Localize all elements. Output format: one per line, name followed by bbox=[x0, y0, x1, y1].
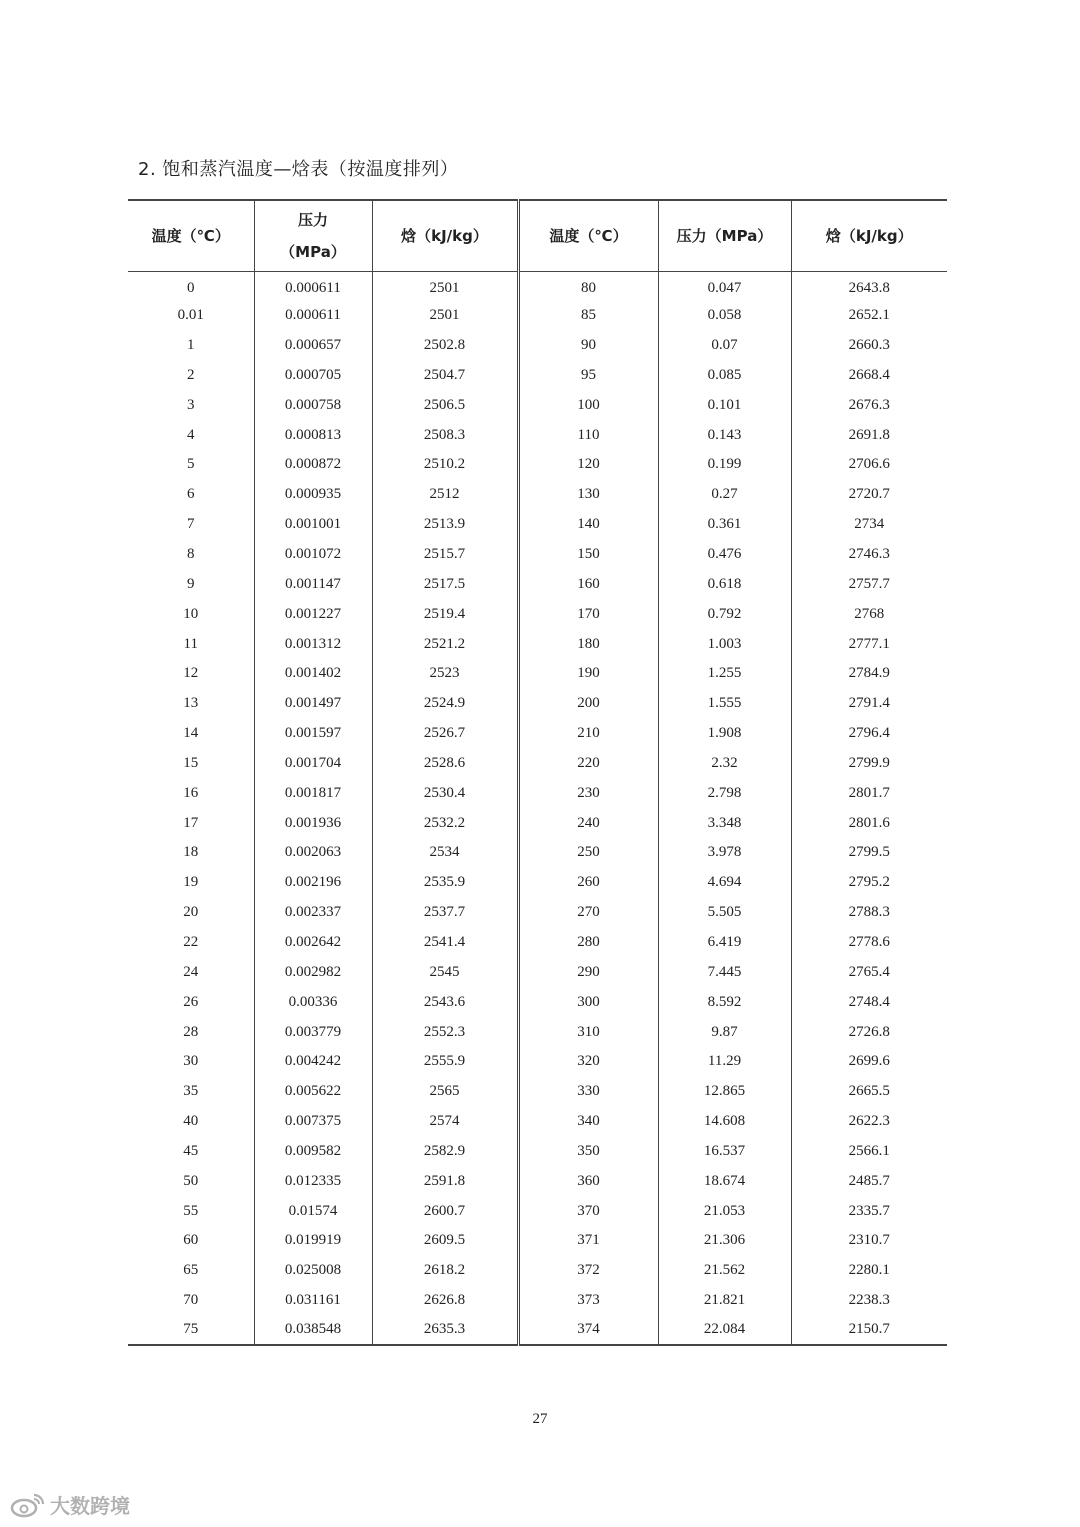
table-row bbox=[128, 450, 947, 480]
cell-enthalpy-2: 2622.3 bbox=[791, 1107, 947, 1137]
header-temperature-2: 温度（℃） bbox=[518, 200, 658, 271]
cell-temperature: 16 bbox=[183, 784, 199, 801]
cell-pressure-2: 0.143 bbox=[658, 420, 791, 450]
cell-enthalpy: 2512 bbox=[372, 480, 518, 510]
cell-enthalpy-2: 2485.7 bbox=[791, 1166, 947, 1196]
cell-temperature-2: 90 bbox=[518, 331, 658, 361]
cell-enthalpy-2: 2699.6 bbox=[791, 1047, 947, 1077]
cell-temperature: 7 bbox=[187, 516, 195, 533]
cell-enthalpy: 2600.7 bbox=[372, 1196, 518, 1226]
cell-pressure-2: 0.058 bbox=[658, 301, 791, 331]
cell-pressure: 0.01574 bbox=[254, 1196, 372, 1226]
cell-temperature: 17 bbox=[183, 814, 199, 831]
cell-pressure-2: 1.555 bbox=[658, 689, 791, 719]
header-temperature: 温度（℃） bbox=[128, 200, 254, 271]
cell-temperature: 30 bbox=[183, 1053, 199, 1070]
cell-enthalpy-2: 2668.4 bbox=[791, 361, 947, 391]
cell-pressure: 0.000611 bbox=[254, 301, 372, 331]
cell-temperature: 8 bbox=[187, 546, 195, 563]
cell-pressure-2: 0.07 bbox=[658, 331, 791, 361]
cell-enthalpy: 2501 bbox=[372, 271, 518, 301]
cell-pressure: 0.001704 bbox=[254, 749, 372, 779]
header-pressure-line2: （MPa） bbox=[280, 242, 346, 261]
cell-temperature: 55 bbox=[183, 1202, 199, 1219]
cell-enthalpy-2: 2566.1 bbox=[791, 1136, 947, 1166]
cell-enthalpy: 2618.2 bbox=[372, 1256, 518, 1286]
cell-pressure-2: 1.255 bbox=[658, 659, 791, 689]
cell-pressure: 0.000935 bbox=[254, 480, 372, 510]
cell-pressure: 0.001072 bbox=[254, 540, 372, 570]
cell-enthalpy: 2521.2 bbox=[372, 629, 518, 659]
cell-temperature-2: 110 bbox=[518, 420, 658, 450]
cell-enthalpy-2: 2748.4 bbox=[791, 987, 947, 1017]
table-row bbox=[128, 868, 947, 898]
cell-pressure: 0.001817 bbox=[254, 778, 372, 808]
cell-temperature: 2 bbox=[187, 366, 195, 383]
cell-enthalpy-2: 2777.1 bbox=[791, 629, 947, 659]
cell-enthalpy: 2565 bbox=[372, 1077, 518, 1107]
table-row bbox=[128, 1226, 947, 1256]
header-enthalpy-2: 焓（kJ/kg） bbox=[791, 200, 947, 271]
cell-pressure: 0.000705 bbox=[254, 361, 372, 391]
cell-pressure-2: 0.085 bbox=[658, 361, 791, 391]
cell-temperature-2: 240 bbox=[518, 808, 658, 838]
cell-enthalpy-2: 2643.8 bbox=[791, 271, 947, 301]
header-pressure-line1: 压力 bbox=[297, 210, 328, 229]
cell-pressure-2: 0.047 bbox=[658, 271, 791, 301]
cell-pressure: 0.00336 bbox=[254, 987, 372, 1017]
cell-pressure: 0.002642 bbox=[254, 928, 372, 958]
cell-enthalpy-2: 2768 bbox=[791, 599, 947, 629]
table-row bbox=[128, 1077, 947, 1107]
cell-pressure-2: 5.505 bbox=[658, 898, 791, 928]
cell-pressure-2: 18.674 bbox=[658, 1166, 791, 1196]
cell-temperature-2: 210 bbox=[518, 719, 658, 749]
cell-enthalpy-2: 2765.4 bbox=[791, 957, 947, 987]
cell-temperature: 0.01 bbox=[177, 307, 204, 324]
page-title: 2. 饱和蒸汽温度—焓表（按温度排列） bbox=[138, 159, 459, 180]
cell-temperature-2: 310 bbox=[518, 1017, 658, 1047]
cell-pressure: 0.012335 bbox=[254, 1166, 372, 1196]
cell-enthalpy: 2555.9 bbox=[372, 1047, 518, 1077]
cell-temperature-2: 100 bbox=[518, 390, 658, 420]
cell-enthalpy: 2515.7 bbox=[372, 540, 518, 570]
cell-enthalpy-2: 2238.3 bbox=[791, 1286, 947, 1316]
table-row bbox=[128, 1107, 947, 1137]
cell-pressure: 0.002337 bbox=[254, 898, 372, 928]
cell-temperature-2: 160 bbox=[518, 569, 658, 599]
table-row bbox=[128, 778, 947, 808]
table-row bbox=[128, 361, 947, 391]
cell-enthalpy: 2519.4 bbox=[372, 599, 518, 629]
cell-temperature: 19 bbox=[183, 874, 199, 891]
cell-enthalpy-2: 2310.7 bbox=[791, 1226, 947, 1256]
cell-pressure-2: 0.476 bbox=[658, 540, 791, 570]
steam-table-container bbox=[128, 199, 947, 1346]
cell-enthalpy-2: 2799.5 bbox=[791, 838, 947, 868]
cell-temperature-2: 250 bbox=[518, 838, 658, 868]
cell-temperature: 14 bbox=[183, 725, 199, 742]
cell-enthalpy-2: 2801.7 bbox=[791, 778, 947, 808]
cell-temperature: 10 bbox=[183, 605, 199, 622]
cell-enthalpy-2: 2796.4 bbox=[791, 719, 947, 749]
cell-temperature: 40 bbox=[183, 1113, 199, 1130]
cell-temperature-2: 170 bbox=[518, 599, 658, 629]
cell-pressure-2: 0.101 bbox=[658, 390, 791, 420]
cell-pressure: 0.000813 bbox=[254, 420, 372, 450]
cell-temperature-2: 350 bbox=[518, 1136, 658, 1166]
cell-temperature: 18 bbox=[183, 844, 199, 861]
cell-enthalpy: 2552.3 bbox=[372, 1017, 518, 1047]
cell-temperature-2: 200 bbox=[518, 689, 658, 719]
cell-pressure: 0.009582 bbox=[254, 1136, 372, 1166]
cell-pressure: 0.002063 bbox=[254, 838, 372, 868]
cell-pressure-2: 22.084 bbox=[658, 1316, 791, 1346]
cell-pressure-2: 21.306 bbox=[658, 1226, 791, 1256]
cell-temperature: 60 bbox=[183, 1232, 199, 1249]
cell-temperature: 50 bbox=[183, 1172, 199, 1189]
cell-temperature-2: 373 bbox=[518, 1286, 658, 1316]
cell-pressure: 0.000657 bbox=[254, 331, 372, 361]
cell-pressure: 0.001227 bbox=[254, 599, 372, 629]
cell-temperature-2: 150 bbox=[518, 540, 658, 570]
table-row bbox=[128, 659, 947, 689]
cell-pressure: 0.001936 bbox=[254, 808, 372, 838]
table-row bbox=[128, 390, 947, 420]
cell-enthalpy: 2635.3 bbox=[372, 1316, 518, 1346]
cell-enthalpy-2: 2335.7 bbox=[791, 1196, 947, 1226]
cell-pressure: 0.031161 bbox=[254, 1286, 372, 1316]
cell-pressure-2: 3.978 bbox=[658, 838, 791, 868]
table-row bbox=[128, 1166, 947, 1196]
cell-temperature-2: 140 bbox=[518, 510, 658, 540]
cell-enthalpy: 2504.7 bbox=[372, 361, 518, 391]
cell-pressure: 0.000758 bbox=[254, 390, 372, 420]
cell-temperature: 4 bbox=[187, 426, 195, 443]
cell-enthalpy: 2501 bbox=[372, 301, 518, 331]
table-row bbox=[128, 540, 947, 570]
cell-temperature: 70 bbox=[183, 1292, 199, 1309]
cell-enthalpy: 2510.2 bbox=[372, 450, 518, 480]
cell-enthalpy: 2543.6 bbox=[372, 987, 518, 1017]
cell-enthalpy: 2541.4 bbox=[372, 928, 518, 958]
table-row bbox=[128, 1047, 947, 1077]
cell-temperature: 12 bbox=[183, 665, 199, 682]
cell-temperature-2: 80 bbox=[518, 271, 658, 301]
cell-temperature-2: 270 bbox=[518, 898, 658, 928]
table-row bbox=[128, 689, 947, 719]
cell-temperature: 6 bbox=[187, 486, 195, 503]
cell-temperature: 3 bbox=[187, 396, 195, 413]
header-pressure bbox=[254, 200, 372, 271]
cell-enthalpy: 2626.8 bbox=[372, 1286, 518, 1316]
cell-temperature: 20 bbox=[183, 904, 199, 921]
cell-pressure-2: 16.537 bbox=[658, 1136, 791, 1166]
cell-enthalpy: 2574 bbox=[372, 1107, 518, 1137]
cell-pressure-2: 21.821 bbox=[658, 1286, 791, 1316]
cell-enthalpy-2: 2720.7 bbox=[791, 480, 947, 510]
cell-temperature-2: 360 bbox=[518, 1166, 658, 1196]
table-row bbox=[128, 928, 947, 958]
cell-pressure-2: 21.053 bbox=[658, 1196, 791, 1226]
table-row bbox=[128, 987, 947, 1017]
cell-pressure: 0.025008 bbox=[254, 1256, 372, 1286]
cell-temperature-2: 230 bbox=[518, 778, 658, 808]
cell-enthalpy-2: 2784.9 bbox=[791, 659, 947, 689]
table-row bbox=[128, 1196, 947, 1226]
weibo-logo-icon bbox=[10, 1492, 46, 1518]
cell-temperature-2: 85 bbox=[518, 301, 658, 331]
cell-enthalpy-2: 2757.7 bbox=[791, 569, 947, 599]
cell-temperature-2: 95 bbox=[518, 361, 658, 391]
cell-enthalpy-2: 2746.3 bbox=[791, 540, 947, 570]
cell-pressure-2: 2.32 bbox=[658, 749, 791, 779]
cell-enthalpy: 2513.9 bbox=[372, 510, 518, 540]
cell-pressure-2: 0.618 bbox=[658, 569, 791, 599]
cell-enthalpy: 2517.5 bbox=[372, 569, 518, 599]
cell-pressure: 0.000872 bbox=[254, 450, 372, 480]
cell-temperature-2: 372 bbox=[518, 1256, 658, 1286]
cell-enthalpy-2: 2778.6 bbox=[791, 928, 947, 958]
table-row bbox=[128, 1136, 947, 1166]
table-row bbox=[128, 629, 947, 659]
cell-pressure: 0.002196 bbox=[254, 868, 372, 898]
cell-enthalpy-2: 2706.6 bbox=[791, 450, 947, 480]
cell-enthalpy: 2508.3 bbox=[372, 420, 518, 450]
cell-temperature: 28 bbox=[183, 1023, 199, 1040]
cell-temperature-2: 130 bbox=[518, 480, 658, 510]
cell-temperature: 15 bbox=[183, 754, 199, 771]
table-row bbox=[128, 1316, 947, 1346]
cell-temperature: 13 bbox=[183, 695, 199, 712]
cell-enthalpy: 2591.8 bbox=[372, 1166, 518, 1196]
cell-temperature: 65 bbox=[183, 1262, 199, 1279]
cell-enthalpy-2: 2788.3 bbox=[791, 898, 947, 928]
table-header-row bbox=[128, 200, 947, 271]
cell-pressure-2: 7.445 bbox=[658, 957, 791, 987]
cell-pressure: 0.000611 bbox=[254, 271, 372, 301]
cell-temperature: 1 bbox=[187, 337, 195, 354]
cell-enthalpy-2: 2799.9 bbox=[791, 749, 947, 779]
cell-enthalpy: 2532.2 bbox=[372, 808, 518, 838]
cell-enthalpy: 2524.9 bbox=[372, 689, 518, 719]
cell-pressure-2: 11.29 bbox=[658, 1047, 791, 1077]
cell-temperature-2: 330 bbox=[518, 1077, 658, 1107]
cell-enthalpy: 2502.8 bbox=[372, 331, 518, 361]
table-row bbox=[128, 1286, 947, 1316]
cell-pressure-2: 6.419 bbox=[658, 928, 791, 958]
cell-pressure-2: 8.592 bbox=[658, 987, 791, 1017]
table-row bbox=[128, 1256, 947, 1286]
cell-enthalpy: 2537.7 bbox=[372, 898, 518, 928]
cell-enthalpy-2: 2150.7 bbox=[791, 1316, 947, 1346]
cell-temperature: 24 bbox=[183, 963, 199, 980]
watermark-text: 大数跨境 bbox=[50, 1494, 130, 1518]
table-row bbox=[128, 331, 947, 361]
cell-pressure: 0.001312 bbox=[254, 629, 372, 659]
cell-pressure: 0.004242 bbox=[254, 1047, 372, 1077]
cell-enthalpy: 2528.6 bbox=[372, 749, 518, 779]
cell-temperature-2: 260 bbox=[518, 868, 658, 898]
cell-temperature: 11 bbox=[183, 635, 198, 652]
cell-temperature-2: 280 bbox=[518, 928, 658, 958]
cell-pressure: 0.001147 bbox=[254, 569, 372, 599]
table-row bbox=[128, 569, 947, 599]
cell-temperature-2: 120 bbox=[518, 450, 658, 480]
table-row bbox=[128, 301, 947, 331]
cell-enthalpy-2: 2665.5 bbox=[791, 1077, 947, 1107]
page-number: 27 bbox=[532, 1411, 548, 1427]
cell-pressure-2: 0.792 bbox=[658, 599, 791, 629]
cell-pressure-2: 3.348 bbox=[658, 808, 791, 838]
cell-pressure-2: 21.562 bbox=[658, 1256, 791, 1286]
cell-pressure-2: 0.27 bbox=[658, 480, 791, 510]
cell-temperature: 45 bbox=[183, 1142, 199, 1159]
cell-enthalpy: 2530.4 bbox=[372, 778, 518, 808]
cell-temperature-2: 340 bbox=[518, 1107, 658, 1137]
cell-pressure: 0.038548 bbox=[254, 1316, 372, 1346]
cell-enthalpy: 2534 bbox=[372, 838, 518, 868]
cell-temperature: 75 bbox=[128, 1316, 254, 1346]
cell-temperature: 35 bbox=[183, 1083, 199, 1100]
cell-pressure-2: 1.908 bbox=[658, 719, 791, 749]
cell-pressure: 0.003779 bbox=[254, 1017, 372, 1047]
cell-enthalpy-2: 2734 bbox=[791, 510, 947, 540]
table-row bbox=[128, 480, 947, 510]
table-row bbox=[128, 898, 947, 928]
cell-enthalpy-2: 2660.3 bbox=[791, 331, 947, 361]
cell-temperature-2: 180 bbox=[518, 629, 658, 659]
cell-enthalpy-2: 2280.1 bbox=[791, 1256, 947, 1286]
cell-pressure-2: 1.003 bbox=[658, 629, 791, 659]
cell-pressure: 0.001001 bbox=[254, 510, 372, 540]
cell-pressure: 0.001402 bbox=[254, 659, 372, 689]
cell-pressure: 0.005622 bbox=[254, 1077, 372, 1107]
cell-enthalpy-2: 2676.3 bbox=[791, 390, 947, 420]
table-row bbox=[128, 599, 947, 629]
cell-temperature-2: 374 bbox=[518, 1316, 658, 1346]
cell-temperature-2: 371 bbox=[518, 1226, 658, 1256]
cell-enthalpy: 2526.7 bbox=[372, 719, 518, 749]
table-row bbox=[128, 719, 947, 749]
table-row bbox=[128, 420, 947, 450]
cell-temperature: 0 bbox=[187, 279, 195, 296]
cell-temperature-2: 190 bbox=[518, 659, 658, 689]
cell-pressure-2: 12.865 bbox=[658, 1077, 791, 1107]
cell-temperature: 5 bbox=[187, 456, 195, 473]
cell-enthalpy: 2523 bbox=[372, 659, 518, 689]
cell-temperature-2: 300 bbox=[518, 987, 658, 1017]
cell-enthalpy-2: 2795.2 bbox=[791, 868, 947, 898]
cell-enthalpy-2: 2726.8 bbox=[791, 1017, 947, 1047]
cell-temperature-2: 370 bbox=[518, 1196, 658, 1226]
cell-pressure-2: 9.87 bbox=[658, 1017, 791, 1047]
cell-temperature-2: 290 bbox=[518, 957, 658, 987]
table-row bbox=[128, 808, 947, 838]
cell-temperature: 26 bbox=[183, 993, 199, 1010]
cell-enthalpy: 2582.9 bbox=[372, 1136, 518, 1166]
cell-temperature-2: 220 bbox=[518, 749, 658, 779]
header-enthalpy: 焓（kJ/kg） bbox=[372, 200, 518, 271]
cell-enthalpy-2: 2691.8 bbox=[791, 420, 947, 450]
cell-temperature: 9 bbox=[187, 575, 195, 592]
cell-pressure-2: 0.361 bbox=[658, 510, 791, 540]
cell-pressure: 0.007375 bbox=[254, 1107, 372, 1137]
watermark bbox=[10, 1490, 130, 1519]
cell-enthalpy: 2545 bbox=[372, 957, 518, 987]
header-pressure-2: 压力（MPa） bbox=[658, 200, 791, 271]
cell-pressure-2: 4.694 bbox=[658, 868, 791, 898]
table-row bbox=[128, 510, 947, 540]
cell-pressure: 0.001597 bbox=[254, 719, 372, 749]
cell-pressure-2: 0.199 bbox=[658, 450, 791, 480]
table-row bbox=[128, 957, 947, 987]
table-row bbox=[128, 749, 947, 779]
cell-enthalpy-2: 2791.4 bbox=[791, 689, 947, 719]
cell-enthalpy-2: 2652.1 bbox=[791, 301, 947, 331]
cell-temperature-2: 320 bbox=[518, 1047, 658, 1077]
cell-temperature: 22 bbox=[183, 933, 199, 950]
table-body bbox=[128, 271, 947, 1345]
table-row bbox=[128, 271, 947, 301]
cell-enthalpy: 2535.9 bbox=[372, 868, 518, 898]
cell-enthalpy: 2506.5 bbox=[372, 390, 518, 420]
cell-enthalpy-2: 2801.6 bbox=[791, 808, 947, 838]
saturated-steam-table bbox=[128, 199, 947, 1346]
cell-pressure: 0.002982 bbox=[254, 957, 372, 987]
cell-enthalpy: 2609.5 bbox=[372, 1226, 518, 1256]
cell-pressure: 0.019919 bbox=[254, 1226, 372, 1256]
cell-pressure-2: 14.608 bbox=[658, 1107, 791, 1137]
cell-pressure: 0.001497 bbox=[254, 689, 372, 719]
cell-pressure-2: 2.798 bbox=[658, 778, 791, 808]
table-row bbox=[128, 1017, 947, 1047]
table-row bbox=[128, 838, 947, 868]
